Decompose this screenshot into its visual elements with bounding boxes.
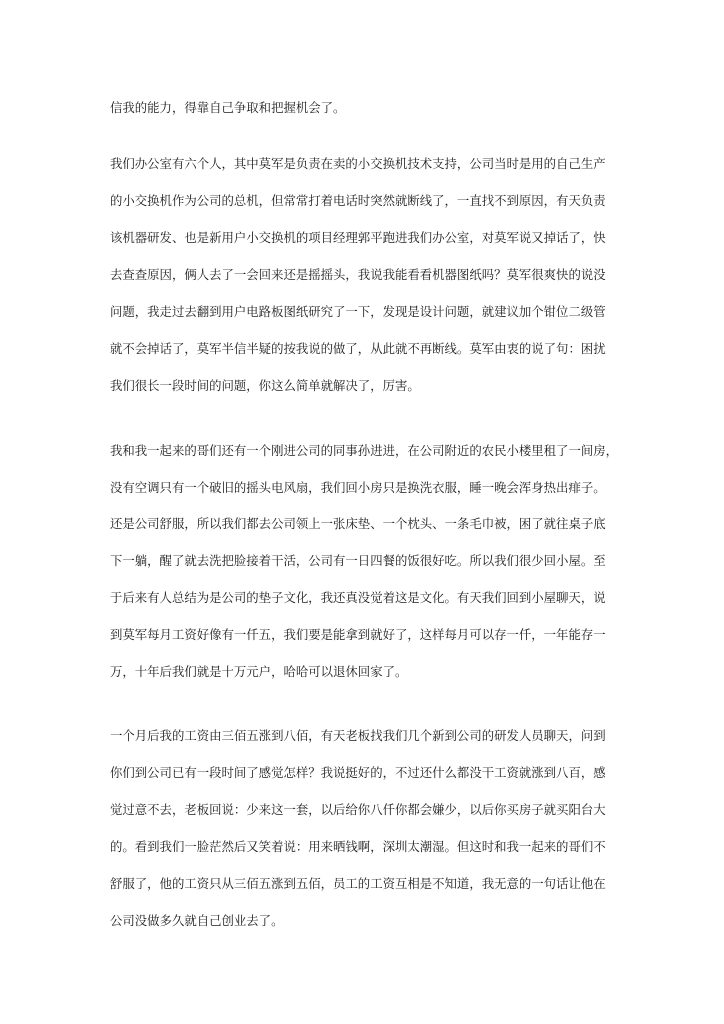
paragraph-3-line-7: 万，十年后我们就是十万元户，哈哈可以退休回家了。: [110, 664, 408, 679]
paragraph-4-line-5: 舒服了，他的工资只从三佰五涨到五佰，员工的工资互相是不知道，我无意的一句话让他在: [110, 876, 606, 891]
paragraph-4-line-6: 公司没做多久就自己创业去了。: [110, 913, 284, 928]
paragraph-3-line-3: 还是公司舒服，所以我们都去公司领上一张床垫、一个枕头、一条毛巾被，困了就往桌子底: [110, 516, 606, 531]
paragraph-2-line-5: 问题，我走过去翻到用户电路板图纸研究了一下，发现是设计问题，就建议加个钳位二级管: [110, 304, 606, 319]
paragraph-3-line-2: 没有空调只有一个破旧的摇头电风扇，我们回小房只是换洗衣服，睡一晚会浑身热出痱子。: [110, 480, 606, 495]
paragraph-3-line-4: 下一躺，醒了就去洗把脸接着干活，公司有一日四餐的饭很好吃。所以我们很少回小屋。至: [110, 553, 606, 568]
paragraph-2-line-3: 该机器研发、也是新用户小交换机的项目经理郭平跑进我们办公室，对莫军说又掉话了，快: [110, 230, 606, 245]
paragraph-2-line-1: 我们办公室有六个人，其中莫军是负责在卖的小交换机技术支持，公司当时是用的自己生产: [110, 156, 606, 171]
paragraph-2-line-2: 的小交换机作为公司的总机，但常常打着电话时突然就断线了，一直找不到原因，有天负责: [110, 193, 606, 208]
paragraph-2-line-7: 我们很长一段时间的问题，你这么简单就解决了，厉害。: [110, 378, 420, 393]
paragraph-4-line-1: 一个月后我的工资由三佰五涨到八佰，有天老板找我们几个新到公司的研发人员聊天，问到: [110, 728, 606, 743]
paragraph-3-line-1: 我和我一起来的哥们还有一个刚进公司的同事孙进进，在公司附近的农民小楼里租了一间房，: [110, 443, 619, 458]
paragraph-2-line-6: 就不会掉话了，莫军半信半疑的按我说的做了，从此就不再断线。莫军由衷的说了句：困扰: [110, 341, 606, 356]
paragraph-3-line-5: 于后来有人总结为是公司的垫子文化，我还真没觉着这是文化。有天我们回到小屋聊天，说: [110, 590, 606, 605]
paragraph-3-line-6: 到莫军每月工资好像有一仟五，我们要是能拿到就好了，这样每月可以存一仟，一年能存一: [110, 627, 606, 642]
paragraph-2-line-4: 去查查原因，俩人去了一会回来还是摇摇头，我说我能看看机器图纸吗？莫军很爽快的说没: [110, 267, 606, 282]
paragraph-1-line-1: 信我的能力，得靠自己争取和把握机会了。: [110, 100, 346, 115]
paragraph-4-line-4: 的。看到我们一脸茫然后又笑着说：用来晒钱啊，深圳太潮湿。但这时和我一起来的哥们不: [110, 839, 606, 854]
paragraph-4-line-2: 你们到公司已有一段时间了感觉怎样？我说挺好的，不过还什么都没干工资就涨到八百，感: [110, 765, 606, 780]
paragraph-4-line-3: 觉过意不去，老板回说：少来这一套，以后给你八仟你都会嫌少，以后你买房子就买阳台大: [110, 802, 606, 817]
